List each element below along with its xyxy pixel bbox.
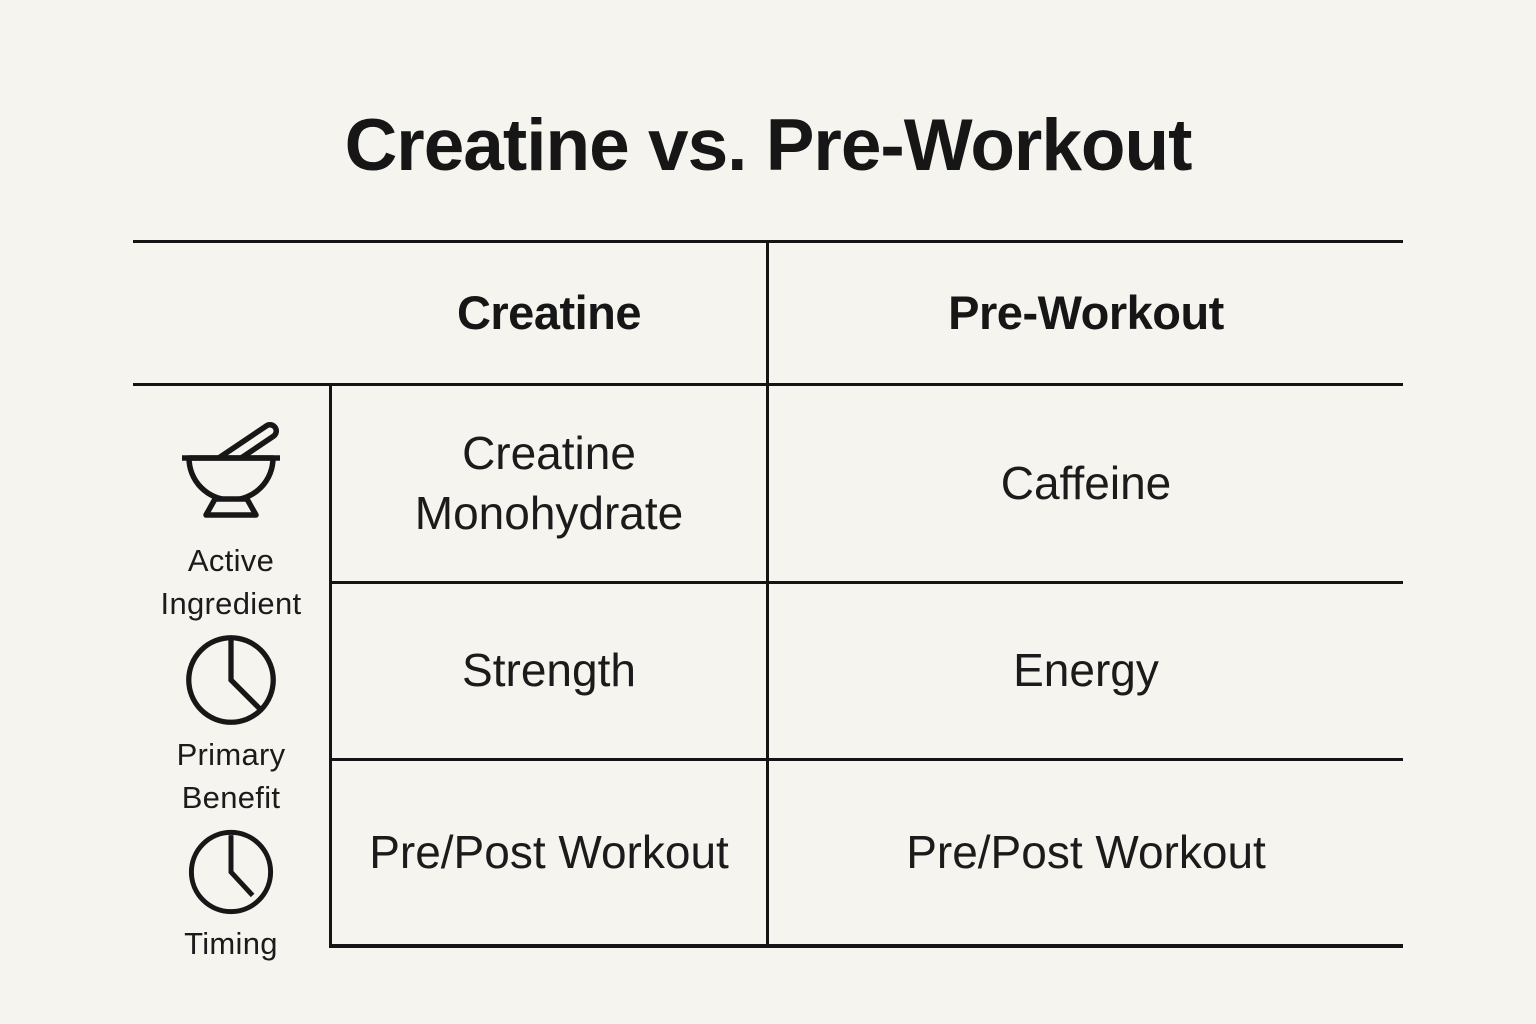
mortar-pestle-icon xyxy=(170,418,292,534)
cell-value: Strength xyxy=(462,644,636,697)
cell-value: Creatine Monohydrate xyxy=(414,426,684,539)
page-title: Creatine vs. Pre-Workout xyxy=(344,105,1192,186)
row-label-primary-benefit xyxy=(133,632,329,819)
cell-creatine-timing xyxy=(332,761,766,944)
row-label-timing xyxy=(133,827,329,965)
cell-creatine-active-ingredient xyxy=(332,386,766,581)
cell-pre-workout-timing xyxy=(769,761,1403,944)
column-header-label: Pre-Workout xyxy=(948,286,1224,340)
column-header-pre-workout xyxy=(769,243,1403,383)
row-label-text: Active Ingredient xyxy=(160,543,302,621)
row-label-text: Primary Benefit xyxy=(176,737,286,815)
cell-creatine-primary-benefit xyxy=(332,584,766,758)
cell-value: Energy xyxy=(1013,644,1159,697)
column-header-creatine xyxy=(332,243,766,383)
cell-pre-workout-active-ingredient xyxy=(769,386,1403,581)
pie-clock-icon xyxy=(183,632,279,728)
table-border-bottom xyxy=(329,944,1403,948)
cell-value: Pre/Post Workout xyxy=(906,825,1266,878)
column-header-label: Creatine xyxy=(456,286,642,340)
clock-icon xyxy=(186,827,276,917)
cell-pre-workout-primary-benefit xyxy=(769,584,1403,758)
row-label-column xyxy=(133,383,329,961)
row-label-text: Timing xyxy=(184,926,278,961)
row-label-active-ingredient xyxy=(133,418,329,625)
cell-value: Caffeine xyxy=(1000,456,1172,509)
cell-value: Pre/Post Workout xyxy=(369,825,729,878)
